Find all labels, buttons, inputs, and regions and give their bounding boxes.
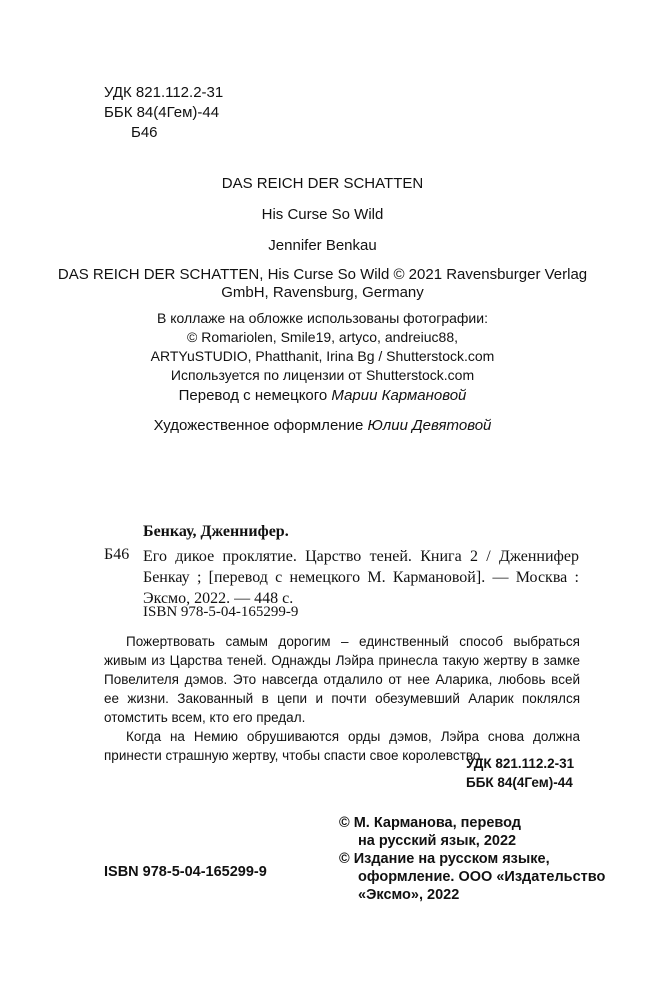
classification-codes-bottom: [466, 754, 574, 792]
bbk-code: ББК 84(4Гем)-44: [466, 775, 573, 790]
cover-credit-line: Используется по лицензии от Shutterstock.com: [170, 367, 475, 383]
udk-code: УДК 821.112.2-31: [466, 756, 575, 771]
bibliography-heading: Бенкау, Дженнифер.: [143, 523, 289, 540]
bbk-code: ББК 84(4Гем)-44: [104, 104, 220, 121]
original-title: His Curse So Wild: [261, 206, 384, 223]
rights-line-2: GmbH, Ravensburg, Germany: [221, 284, 424, 301]
translator-prefix: Перевод с немецкого: [178, 387, 332, 404]
bibliography-description: Его дикое проклятие. Царство теней. Книга 2 / Дженнифер Бенкау ; [перевод с немецкого М. Кармановой]. — Москва : Эксмо, 2022. — 448 с.: [143, 548, 579, 607]
annotation-paragraph: Пожертвовать самым дорогим – единственный способ выбраться живым из Царства теней. Однажды Лэйра принесла такую жертву в замке Повелителя дэмов. Это навсегда отдалило от нее Аларика, любовь всей ее жизни. Закованный в цепи и почти обезумевший Аларик поклялся отомстить всем, кто его предал.: [104, 634, 580, 725]
designer-prefix: Художественное оформление: [153, 417, 368, 434]
cover-credits: [0, 309, 645, 385]
copyright-line: © М. Карманова, перевод: [339, 815, 522, 831]
original-author: Jennifer Benkau: [268, 237, 377, 254]
classification-codes-top: [104, 83, 223, 143]
bibliography-isbn: ISBN 978-5-04-165299-9: [143, 604, 299, 620]
copyright-line: © Издание на русском языке,: [339, 851, 550, 867]
cover-credit-line: В коллаже на обложке использованы фотографии:: [157, 310, 488, 326]
udk-code: УДК 821.112.2-31: [104, 84, 224, 101]
copyright-line: на русский язык, 2022: [358, 833, 517, 849]
rights-line-1: DAS REICH DER SCHATTEN, His Curse So Wild © 2021 Ravensburger Verlag: [57, 266, 588, 283]
cover-credit-line: ARTYuSTUDIO, Phatthanit, Irina Bg / Shutterstock.com: [150, 348, 495, 364]
cover-credit-line: © Romariolen, Smile19, artyco, andreiuc88,: [187, 329, 458, 345]
translator-credit: [0, 387, 645, 404]
copyright-block: [339, 814, 605, 904]
isbn-bottom: ISBN 978-5-04-165299-9: [104, 864, 267, 880]
original-series: DAS REICH DER SCHATTEN: [221, 175, 424, 192]
annotation-paragraph: Когда на Немию обрушиваются орды дэмов, Лэйра снова должна принести страшную жертву, чтобы спасти свое королевство.: [104, 729, 580, 763]
author-mark: Б46: [131, 124, 158, 141]
copyright-line: оформление. ООО «Издательство: [358, 869, 606, 885]
copyright-line: «Эксмо», 2022: [358, 887, 460, 903]
designer-credit: [0, 417, 645, 434]
designer-name: Юлии Девятовой: [367, 417, 492, 434]
bibliography-code: Б46: [104, 546, 130, 563]
annotation: [104, 632, 580, 765]
translator-name: Марии Кармановой: [331, 387, 467, 404]
